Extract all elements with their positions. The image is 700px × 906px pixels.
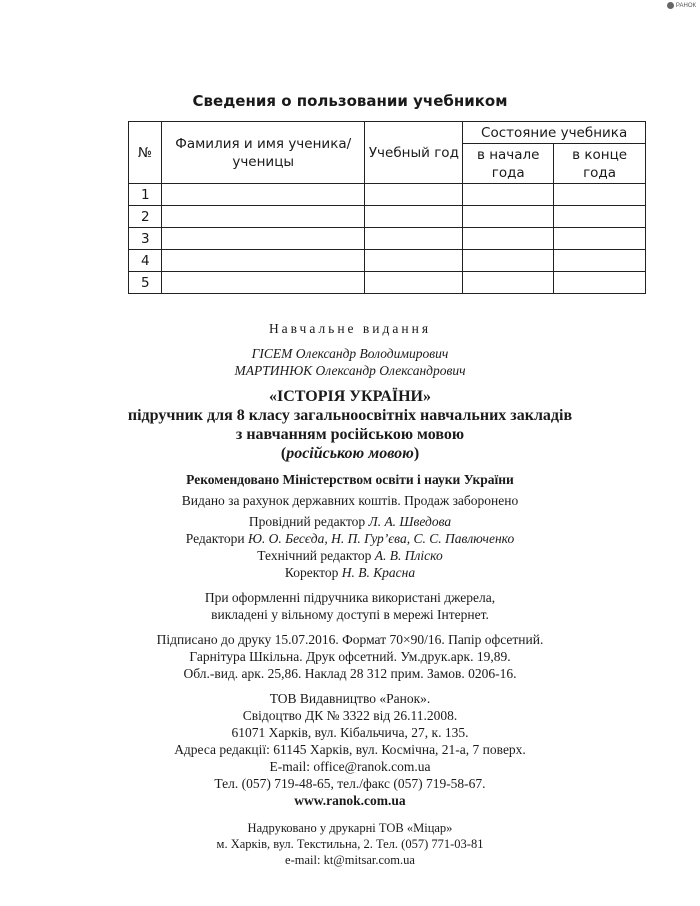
- book-subtitle-2: з навчанням російською мовою: [235, 426, 465, 443]
- publisher-phone: Тел. (057) 719-48-65, тел./факс (057) 719-58-67.: [214, 776, 486, 791]
- ranok-logo-icon: [667, 2, 674, 9]
- author-1: ГІСЕМ Олександр Володимирович: [251, 346, 449, 361]
- start-state-cell[interactable]: [463, 184, 554, 206]
- proofreader: Коректор Н. В. Красна: [284, 565, 416, 580]
- end-state-cell[interactable]: [554, 206, 646, 228]
- school-year-cell[interactable]: [365, 228, 463, 250]
- row-number: 1: [129, 184, 162, 206]
- book-subtitle-1: підручник для 8 класу загальноосвітніх навчальних закладів: [127, 407, 573, 424]
- publisher-logo-text: РАНОК: [675, 2, 696, 9]
- student-name-cell[interactable]: [161, 272, 364, 294]
- end-state-cell[interactable]: [554, 184, 646, 206]
- header-end-of-year: в конце года: [554, 144, 646, 184]
- publisher-line-3: 61071 Харків, вул. Кібальчича, 27, к. 135.: [231, 725, 469, 740]
- student-name-cell[interactable]: [161, 206, 364, 228]
- school-year-cell[interactable]: [365, 184, 463, 206]
- header-student-name: Фамилия и имя ученика/ученицы: [161, 122, 364, 184]
- publisher-line-2: Свідоцтво ДК № 3322 від 26.11.2008.: [242, 708, 458, 723]
- end-state-cell[interactable]: [554, 272, 646, 294]
- editors: Редактори Ю. О. Бесєда, Н. П. Гур’єва, С. С. Павлюченко: [185, 531, 515, 546]
- start-state-cell[interactable]: [463, 228, 554, 250]
- printer-email: e-mail: kt@mitsar.com.ua: [285, 853, 415, 867]
- publisher-line-4: Адреса редакції: 61145 Харків, вул. Космічна, 21-а, 7 поверх.: [174, 742, 526, 757]
- print-line-2: Гарнітура Шкільна. Друк офсетний. Ум.друк.арк. 19,89.: [189, 649, 511, 664]
- row-number: 4: [129, 250, 162, 272]
- start-state-cell[interactable]: [463, 272, 554, 294]
- book-language: (російською мовою): [280, 445, 420, 462]
- publisher-line-1: ТОВ Видавництво «Ранок».: [269, 691, 431, 706]
- tech-editor: Технічний редактор А. В. Пліско: [257, 548, 443, 563]
- school-year-cell[interactable]: [365, 272, 463, 294]
- lead-editor: Провідний редактор Л. А. Шведова: [248, 514, 452, 529]
- student-name-cell[interactable]: [161, 184, 364, 206]
- table-row: [129, 206, 646, 228]
- student-name-cell[interactable]: [161, 228, 364, 250]
- author-2: МАРТИНЮК Олександр Олександрович: [234, 363, 466, 378]
- end-state-cell[interactable]: [554, 228, 646, 250]
- book-title: «ІСТОРІЯ УКРАЇНИ»: [269, 388, 431, 405]
- recommendation: Рекомендовано Міністерством освіти і науки України: [186, 472, 514, 487]
- table-row: [129, 250, 646, 272]
- school-year-cell[interactable]: [365, 250, 463, 272]
- row-number: 3: [129, 228, 162, 250]
- sources-line-1: При оформленні підручника використані джерела,: [204, 590, 496, 605]
- print-line-1: Підписано до друку 15.07.2016. Формат 70×90/16. Папір офсетний.: [156, 632, 544, 647]
- publisher-email: E-mail: office@ranok.com.ua: [269, 759, 431, 774]
- sources-line-2: викладені у вільному доступі в мережі Інтернет.: [211, 607, 489, 622]
- header-start-of-year: в начале года: [463, 144, 554, 184]
- printer-line-1: Надруковано у друкарні ТОВ «Міцар»: [247, 821, 453, 835]
- imprint-block: [0, 320, 700, 868]
- header-number: №: [129, 122, 162, 184]
- print-line-3: Обл.-вид. арк. 25,86. Наклад 28 312 прим. Замов. 0206-16.: [183, 666, 517, 681]
- header-textbook-state: Состояние учебника: [463, 122, 646, 144]
- start-state-cell[interactable]: [463, 206, 554, 228]
- usage-table-title: Сведения о пользовании учебником: [192, 92, 508, 110]
- table-row: [129, 272, 646, 294]
- school-year-cell[interactable]: [365, 206, 463, 228]
- table-row: [129, 228, 646, 250]
- student-name-cell[interactable]: [161, 250, 364, 272]
- funding-note: Видано за рахунок державних коштів. Продаж заборонено: [181, 493, 519, 508]
- printer-line-2: м. Харків, вул. Текстильна, 2. Тел. (057) 771-03-81: [216, 837, 484, 851]
- row-number: 5: [129, 272, 162, 294]
- header-school-year: Учебный год: [365, 122, 463, 184]
- start-state-cell[interactable]: [463, 250, 554, 272]
- publisher-logo: [667, 2, 696, 9]
- edition-type: Навчальне видання: [268, 321, 432, 336]
- publisher-website: www.ranok.com.ua: [294, 793, 406, 808]
- table-row: [129, 184, 646, 206]
- row-number: 2: [129, 206, 162, 228]
- end-state-cell[interactable]: [554, 250, 646, 272]
- textbook-usage-table: [128, 121, 646, 294]
